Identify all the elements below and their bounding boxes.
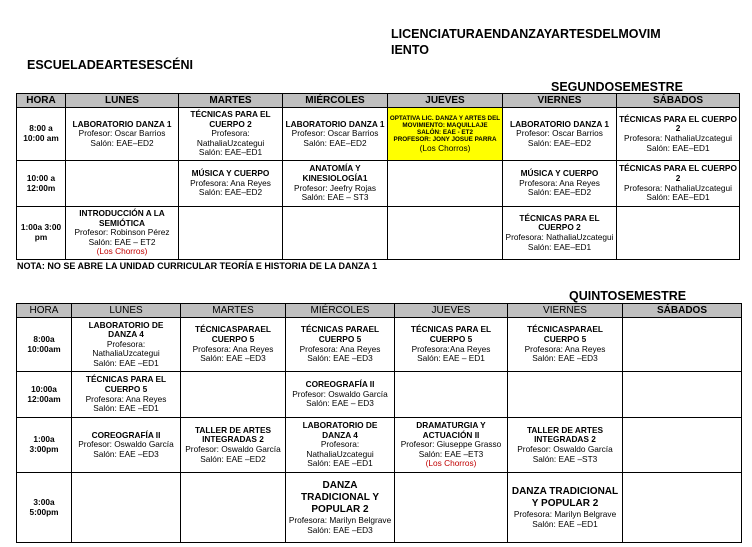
col-header-hora: HORA [17, 94, 66, 108]
room: Salón: EAE –ST3 [532, 453, 598, 464]
class-cell [72, 418, 181, 473]
professor: Profesora: NathaliaUzcategui [624, 182, 732, 193]
course-name: TÉCNICASPARAEL CUERPO 5 [527, 324, 603, 344]
empty-cell [623, 372, 742, 418]
professor: Profesora: NathaliaUzcategui [624, 133, 732, 143]
empty-cell [395, 473, 508, 543]
room: Salón: EAE –ED1 [307, 458, 373, 469]
class-cell [181, 318, 286, 372]
course-name: INTRODUCCIÓN A LA SEMIÓTICA [79, 208, 165, 228]
time-cell: 1:00a 3:00pm [17, 418, 72, 473]
empty-cell [181, 473, 286, 543]
room: Salón: EAE –ED3 [200, 353, 266, 364]
room: Salón: EAE –ED3 [307, 353, 373, 364]
time-cell: 10:00 a 12:00m [17, 161, 66, 207]
class-cell [179, 108, 283, 161]
class-cell [395, 318, 508, 372]
time-cell: 3:00a 5:00pm [17, 473, 72, 543]
professor: Profesor: Oswaldo García [78, 439, 174, 450]
empty-cell [623, 418, 742, 473]
school-name: ESCUELADEARTESESCÉNI [27, 58, 193, 72]
col-header-jueves: JUEVES [395, 304, 508, 318]
professor: Profesora: NathaliaUzcategui [306, 439, 374, 459]
col-header-jueves: JUEVES [388, 94, 503, 108]
col-header-miercoles: MIÉRCOLES [286, 304, 395, 318]
course-name: TALLER DE ARTES INTEGRADAS 2 [194, 424, 272, 445]
empty-cell [388, 207, 503, 260]
col-header-martes: MARTES [179, 94, 283, 108]
empty-cell [72, 473, 181, 543]
class-cell [508, 473, 623, 543]
col-header-miercoles: MIÉRCOLES [283, 94, 388, 108]
course-name: TÉCNICAS PARA EL CUERPO 2 [519, 212, 600, 233]
room: Salón: EAE–ED2 [198, 187, 263, 198]
empty-cell [508, 372, 623, 418]
time-cell: 8:00a 10:00am [17, 318, 72, 372]
empty-cell [66, 161, 179, 207]
col-header-martes: MARTES [181, 304, 286, 318]
professor: Profesora: Ana Reyes [85, 393, 167, 404]
room: Salón: EAE–ED1 [527, 241, 592, 252]
class-cell [503, 207, 617, 260]
class-cell [66, 108, 179, 161]
empty-cell [623, 473, 742, 543]
table-row [17, 473, 742, 543]
room: Salón: EAE–ED2 [90, 137, 154, 148]
empty-cell [181, 372, 286, 418]
empty-cell [395, 372, 508, 418]
course-name: LABORATORIO DANZA 1 [285, 118, 385, 129]
professor: Profesor: Oswaldo García [185, 444, 281, 454]
room: Salón: EAE – ED3 [306, 398, 374, 409]
empty-cell [388, 161, 503, 207]
program-title-line1: LICENCIATURAENDANZAYARTESDELMOVIM [391, 27, 661, 41]
semester2-title: SEGUNDOSEMESTRE [551, 80, 683, 94]
course-name: ANATOMÍA Y KINESIOLOGÍA1 [302, 163, 368, 183]
course-name: TÉCNICASPARAEL CUERPO 5 [195, 324, 271, 344]
course-name: TÉCNICAS PARA EL CUERPO 2 [619, 113, 737, 134]
class-cell [617, 108, 740, 161]
table-row [17, 418, 742, 473]
class-cell [286, 318, 395, 372]
room: Salón: EAE–ED2 [527, 137, 592, 148]
col-header-lunes: LUNES [72, 304, 181, 318]
col-header-sabados: SÁBADOS [623, 304, 742, 318]
course-name: TÉCNICAS PARA EL CUERPO 5 [85, 374, 167, 394]
professor: Profesor: Robinson Pérez [74, 227, 170, 238]
class-cell [66, 207, 179, 260]
professor: Profesora:Ana Reyes [411, 343, 491, 354]
room: Salón: EAE–ED1 [198, 147, 263, 158]
room: Salón: EAE – ED1 [417, 353, 485, 364]
course-name: LABORATORIO DE DANZA 4 [302, 420, 378, 440]
professor: Profesora: NathaliaUzcategui [92, 338, 160, 359]
class-cell [503, 108, 617, 161]
course-name: TÉCNICAS PARA EL CUERPO 2 [190, 109, 271, 129]
semester2-schedule-table [16, 93, 740, 260]
program-title [391, 26, 721, 58]
professor: Profesora: Ana Reyes [299, 343, 381, 354]
col-header-hora: HORA [17, 304, 72, 318]
professor: Profesor: Oscar Barrios [78, 128, 166, 139]
room: Salón: EAE –ED1 [93, 403, 159, 414]
location-note: (Los Chorros) [425, 458, 477, 469]
class-cell [179, 161, 283, 207]
course-name: DRAMATURGIA Y ACTUACIÓN II [416, 420, 486, 440]
room: Salón: EAE –ED3 [532, 353, 598, 364]
class-cell [503, 161, 617, 207]
semester5-title: QUINTOSEMESTRE [569, 289, 687, 303]
semester2-note: NOTA: NO SE ABRE LA UNIDAD CURRICULAR TEORÍA E HISTORIA DE LA DANZA 1 [17, 261, 378, 271]
table-row [17, 207, 740, 260]
col-header-viernes: VIERNES [508, 304, 623, 318]
room: Salón: EAE –ED2 [200, 453, 266, 464]
class-cell [283, 108, 388, 161]
professor: Profesora: Ana Reyes [524, 343, 606, 354]
course-name: TÉCNICAS PARAEL CUERPO 5 [300, 324, 380, 344]
room: Salón: EAE –ED1 [93, 357, 159, 368]
professor: Profesor: Jeefry Rojas [293, 182, 377, 193]
course-name: TALLER DE ARTES INTEGRADAS 2 [526, 424, 604, 445]
professor: Profesora: Marilyn Belgrave [513, 508, 617, 519]
empty-cell [617, 207, 740, 260]
course-name: MÚSICA Y CUERPO [191, 168, 270, 179]
room: Salón: EAE–ED2 [527, 187, 592, 198]
empty-cell [283, 207, 388, 260]
table-header-row [17, 304, 742, 318]
professor: PROFESOR: JONY JOSUE PARRA [393, 136, 497, 144]
professor: Profesor: Oswaldo García [517, 444, 613, 454]
class-cell [181, 418, 286, 473]
location-note: (Los Chorros) [419, 142, 471, 153]
course-name: LABORATORIO DE DANZA 4 [88, 319, 164, 340]
course-name: DANZA TRADICIONAL Y POPULAR 2 [301, 479, 379, 515]
room: Salón: EAE –ED1 [532, 518, 598, 529]
professor: Profesor: Oswaldo García [292, 388, 388, 399]
course-name: TÉCNICAS PARA EL CUERPO 5 [410, 324, 492, 344]
room: Salón: EAE –ED3 [307, 524, 373, 535]
room: SALÓN: EAE - ET2 [417, 129, 473, 137]
col-header-viernes: VIERNES [503, 94, 617, 108]
room: Salón: EAE–ED1 [646, 192, 710, 203]
room: Salón: EAE –ED3 [93, 448, 159, 459]
course-name: LABORATORIO DANZA 1 [72, 118, 172, 129]
room: Salón: EAE –ET3 [418, 448, 484, 459]
course-name: MÚSICA Y CUERPO [520, 168, 599, 179]
professor: Profesora: Ana Reyes [192, 343, 274, 354]
class-cell [72, 318, 181, 372]
professor: Profesor: Giuseppe Grasso [400, 439, 502, 450]
room: Salón: EAE – ST3 [301, 192, 369, 203]
class-cell [72, 372, 181, 418]
course-name: COREOGRAFÍA II [305, 379, 375, 390]
course-name: DANZA TRADICIONAL Y POPULAR 2 [511, 485, 619, 509]
room: Salón: EAE–ED1 [646, 142, 710, 153]
professor: Profesora: Ana Reyes [190, 177, 271, 188]
class-cell [617, 161, 740, 207]
table-row [17, 372, 742, 418]
course-name: TÉCNICAS PARA EL CUERPO 2 [619, 163, 737, 183]
highlighted-class-cell [388, 108, 503, 161]
course-name: OPTATIVA LIC. DANZA Y ARTES DEL MOVIMIENTO: MAQUILLAJE [389, 114, 501, 129]
professor: Profesora: NathaliaUzcategui [505, 232, 614, 242]
col-header-sabados: SÁBADOS [617, 94, 740, 108]
table-row [17, 161, 740, 207]
professor: Profesora: Marilyn Belgrave [288, 514, 392, 525]
time-cell: 10:00a 12:00am [17, 372, 72, 418]
table-row [17, 318, 742, 372]
class-cell [286, 418, 395, 473]
professor: Profesora: Ana Reyes [519, 177, 600, 188]
room: Salón: EAE – ET2 [88, 236, 156, 247]
class-cell [508, 318, 623, 372]
empty-cell [179, 207, 283, 260]
class-cell [508, 418, 623, 473]
class-cell [395, 418, 508, 473]
professor: Profesor: Oscar Barrios [516, 128, 603, 139]
col-header-lunes: LUNES [66, 94, 179, 108]
table-row [17, 108, 740, 161]
program-title-line2: IENTO [391, 43, 429, 57]
class-cell [286, 473, 395, 543]
time-cell: 8:00 a 10:00 am [17, 108, 66, 161]
empty-cell [623, 318, 742, 372]
professor: Profesor: Oscar Barrios [291, 128, 379, 139]
class-cell [283, 161, 388, 207]
class-cell [286, 372, 395, 418]
table-header-row [17, 94, 740, 108]
time-cell: 1:00a 3:00 pm [17, 207, 66, 260]
course-name: COREOGRAFÍA II [91, 429, 161, 440]
location-note: (Los Chorros) [96, 246, 148, 257]
semester5-schedule-table [16, 303, 742, 543]
course-name: LABORATORIO DANZA 1 [510, 118, 609, 129]
room: Salón: EAE–ED2 [303, 137, 367, 148]
professor: Profesora: NathaliaUzcategui [196, 128, 265, 148]
